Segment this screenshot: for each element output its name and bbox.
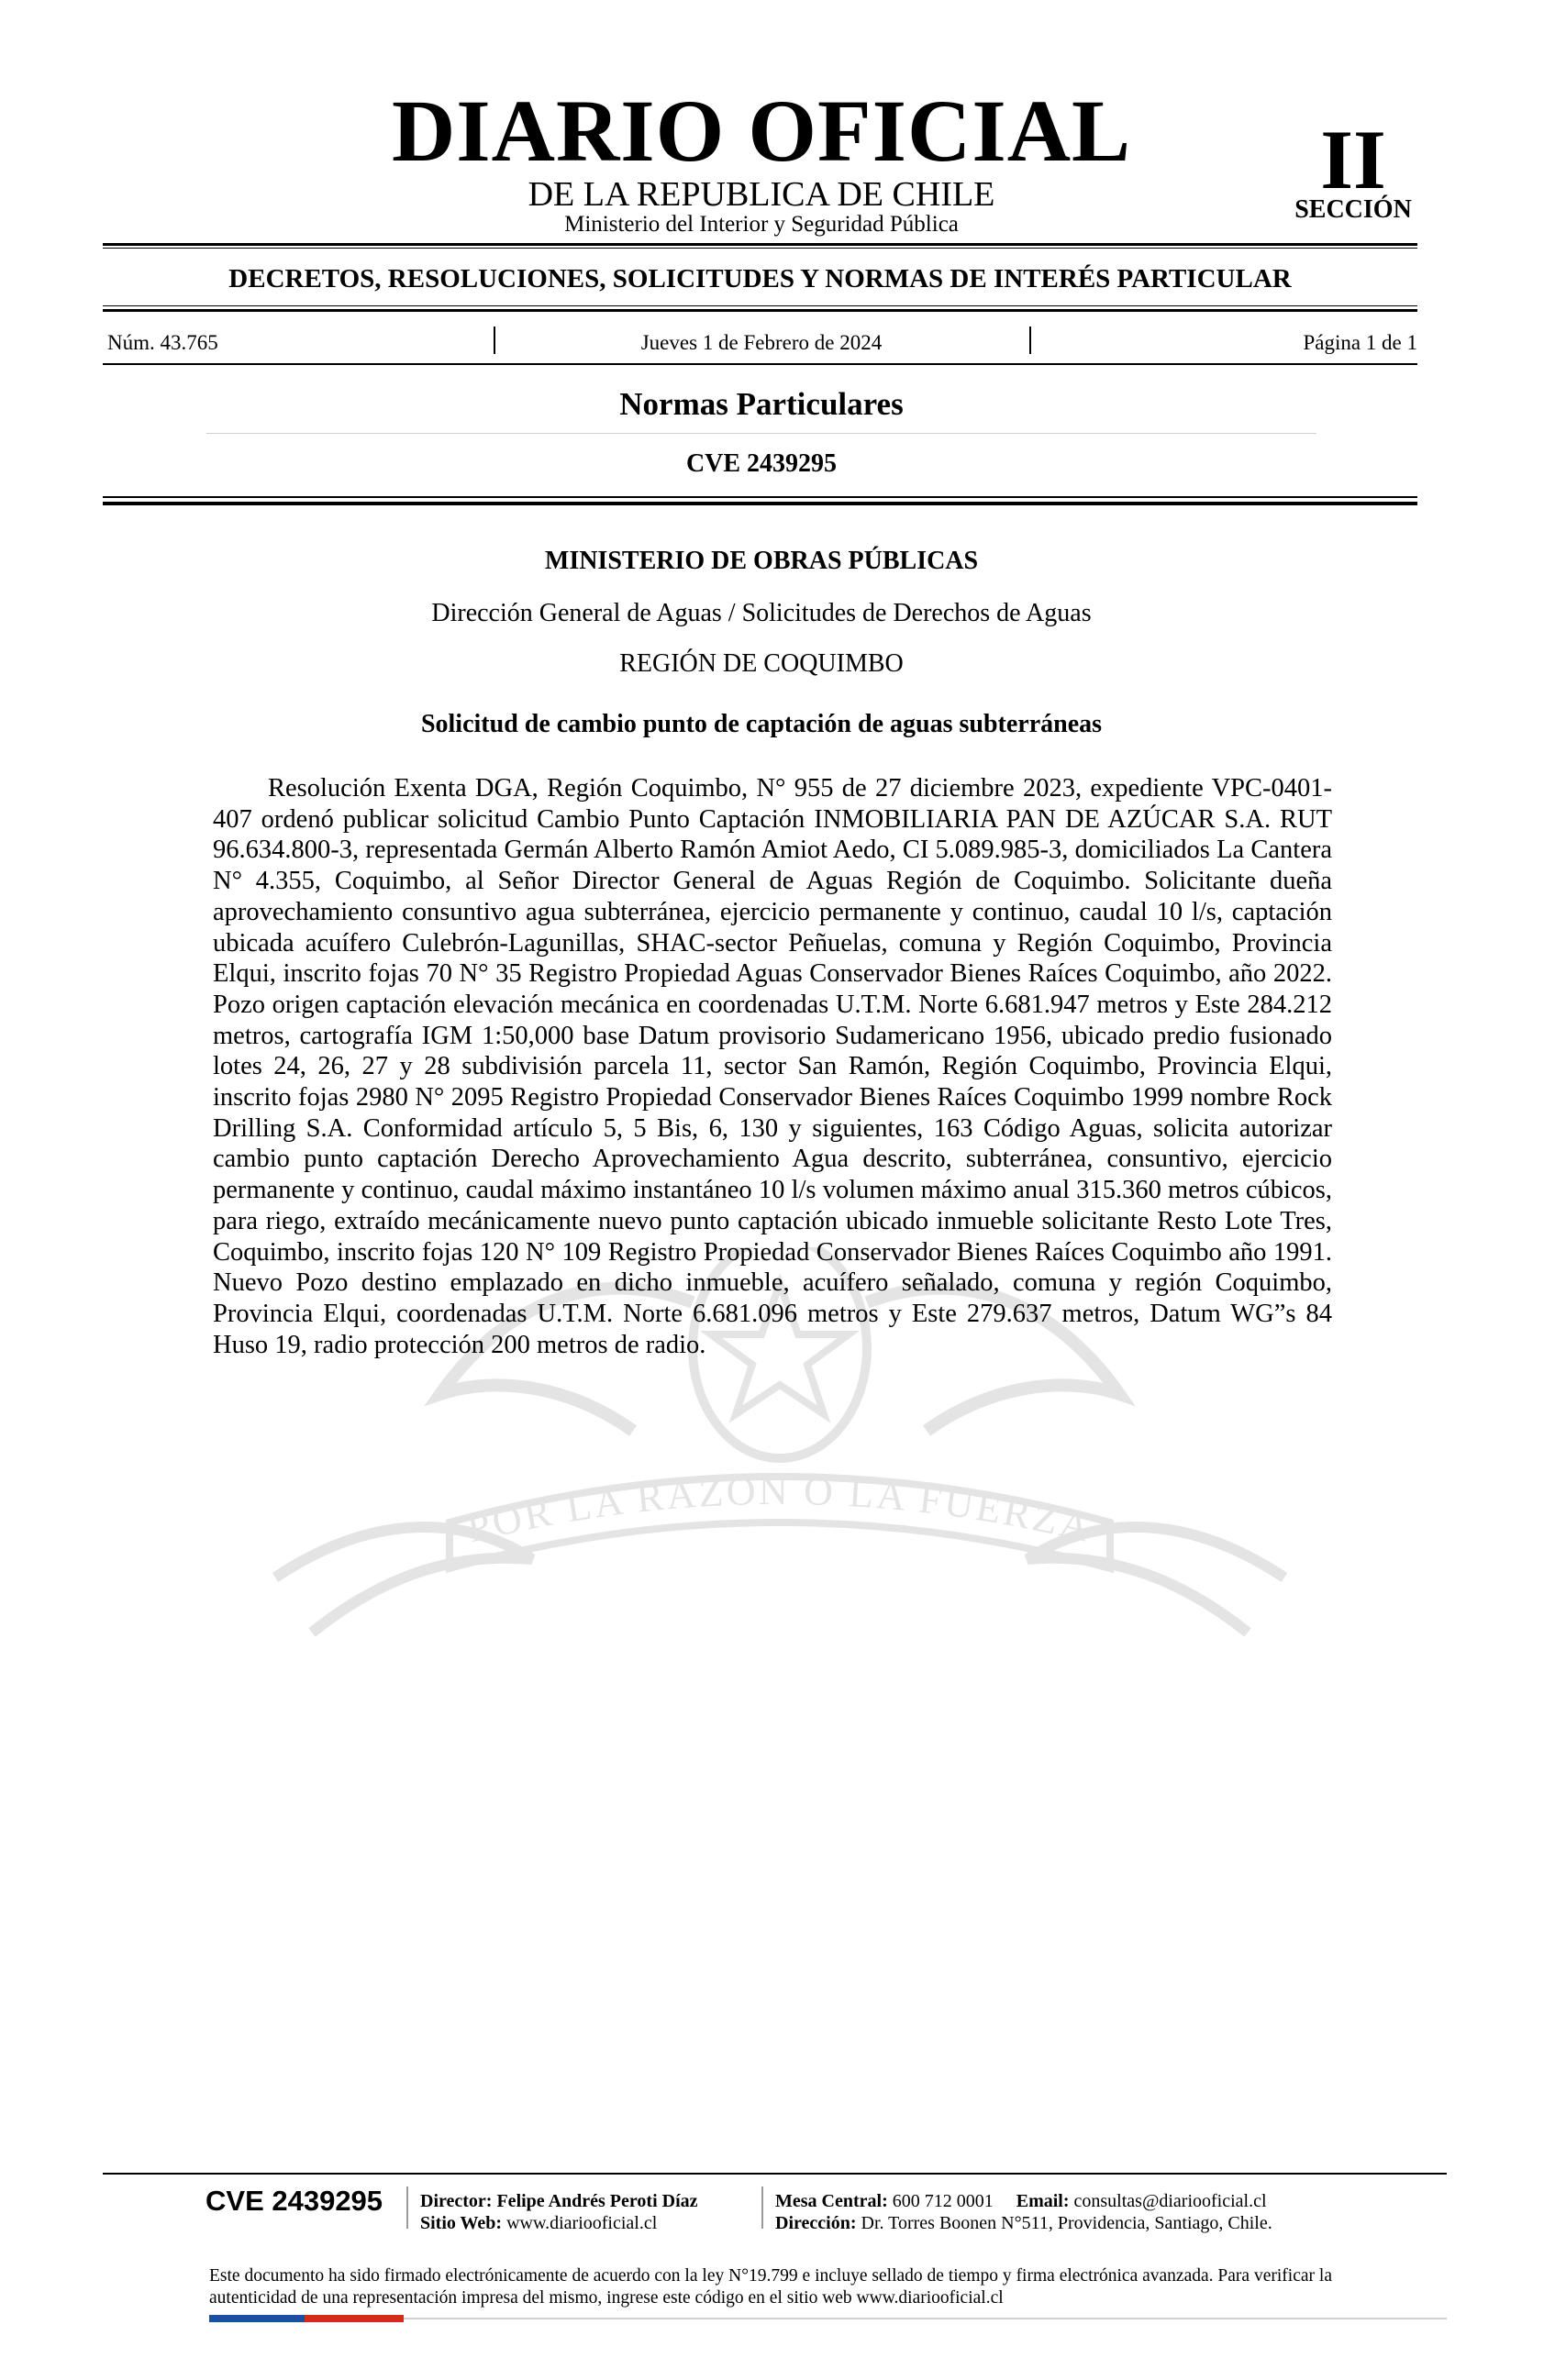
issue-page: Página 1 de 1 (1303, 331, 1417, 354)
cve-code: CVE 2439295 (685, 449, 838, 478)
watermark-motto: POR LA RAZON O LA FUERZA (462, 1467, 1097, 1552)
website-label: Sitio Web: (420, 2213, 503, 2233)
footer-separator (406, 2186, 408, 2229)
section-title: Normas Particulares (619, 386, 904, 422)
ministry-heading: MINISTERIO DE OBRAS PÚBLICAS (544, 547, 979, 575)
footer-separator (761, 2186, 763, 2229)
address-value: Dr. Torres Boonen N°511, Providencia, Santiago, Chile. (861, 2213, 1272, 2233)
section-label: SECCIÓN (1294, 195, 1412, 224)
issue-rule-bottom (103, 363, 1417, 365)
issue-separator (1029, 327, 1031, 354)
director-label: Director: (420, 2191, 493, 2211)
footer-address (775, 2212, 1272, 2234)
masthead-rule-thin (103, 248, 1417, 249)
masthead-title: DIARIO OFICIAL (391, 82, 1132, 180)
mesa-label: Mesa Central: (775, 2191, 888, 2211)
svg-text:POR LA RAZON O LA FUERZA (463, 1468, 1097, 1551)
website-link[interactable]: www.diariooficial.cl (506, 2213, 658, 2233)
issue-rule-top (103, 305, 1417, 306)
region-line: REGIÓN DE COQUIMBO (619, 649, 904, 678)
email-link[interactable]: consultas@diariooficial.cl (1073, 2191, 1267, 2211)
footer-legal-notice: Este documento ha sido firmado electrónicamente de acuerdo con la ley N°19.799 e incluye sellado de tiempo y firma electrónica avanzada. Para verificar la autenticidad de una representación impresa del mismo, ingrese este código en el sitio web www.diariooficial.cl (209, 2266, 1332, 2308)
flag-stripe-rule (404, 2318, 1447, 2319)
footer-cve-code: CVE 2439295 (205, 2185, 383, 2217)
direction-line: Dirección General de Aguas / Solicitudes de Derechos de Aguas (431, 599, 1092, 627)
header-rule (103, 496, 1417, 498)
footer-website (420, 2212, 657, 2234)
issue-number: Núm. 43.765 (107, 331, 218, 354)
footer-rule (103, 2173, 1447, 2175)
document-body: Resolución Exenta DGA, Región Coquimbo, N° 955 de 27 diciembre 2023, expediente VPC-0401-407 ordenó publicar solicitud Cambio Punto Captación INMOBILIARIA PAN DE AZÚCAR S.A. RUT 96.634.800-3, representada Germán Alberto Ramón Amiot Aedo, CI 5.089.985-3, domiciliados La Cantera N° 4.355, Coquimbo, al Señor Director General de Aguas Región de Coquimbo. Solicitante dueña aprovechamiento consuntivo agua subterránea, ejercicio permanente y continuo, caudal 10 l/s, captación ubicada acuífero Culebrón-Lagunillas, SHAC-sector Peñuelas, comuna y Región Coquimbo, Provincia Elqui, inscrito fojas 70 N° 35 Registro Propiedad Aguas Conservador Bienes Raíces Coquimbo, año 2022. Pozo origen captación elevación mecánica en coordenadas U.T.M. Norte 6.681.947 metros y Este 284.212 metros, cartografía IGM 1:50,000 base Datum provisorio Sudamericano 1956, ubicado predio fusionado lotes 24, 26, 27 y 28 subdivisión parcela 11, sector San Ramón, Región Coquimbo, Provincia Elqui, inscrito fojas 2980 N° 2095 Registro Propiedad Conservador Bienes Raíces Coquimbo 1999 nombre Rock Drilling S.A. Conformidad artículo 5, 5 Bis, 6, 130 y siguientes, 163 Código Aguas, solicita autorizar cambio punto captación Derecho Aprovechamiento Agua descrito, subterránea, consuntivo, ejercicio permanente y continuo, caudal máximo instantáneo 10 l/s volumen máximo anual 315.360 metros cúbicos, para riego, extraído mecánicamente nuevo punto captación ubicado inmueble solicitante Resto Lote Tres, Coquimbo, inscrito fojas 120 N° 109 Registro Propiedad Conservador Bienes Raíces Coquimbo año 1991. Nuevo Pozo destino emplazado en dicho inmueble, acuífero señalado, comuna y región Coquimbo, Provincia Elqui, coordenadas U.T.M. Norte 6.681.096 metros y Este 279.637 metros, Datum WG”s 84 Huso 19, radio protección 200 metros de radio. (213, 774, 1332, 1359)
category-heading: DECRETOS, RESOLUCIONES, SOLICITUDES Y NORMAS DE INTERÉS PARTICULAR (228, 264, 1292, 293)
footer-contact (775, 2190, 1267, 2212)
masthead-rule (103, 243, 1417, 246)
document-title: Solicitud de cambio punto de captación de aguas subterráneas (420, 710, 1103, 738)
flag-stripe-red (305, 2315, 404, 2322)
footer-director (420, 2190, 698, 2212)
masthead-ministry: Ministerio del Interior y Seguridad Pública (564, 212, 959, 237)
issue-date: Jueves 1 de Febrero de 2024 (640, 331, 883, 354)
mesa-phone: 600 712 0001 (892, 2191, 994, 2211)
section-numeral: II (1320, 113, 1386, 206)
email-label: Email: (1016, 2191, 1070, 2211)
masthead-subtitle: DE LA REPUBLICA DE CHILE (528, 175, 995, 214)
issue-rule-top-thick (103, 309, 1417, 312)
section-divider (206, 433, 1316, 434)
header-rule-thick (103, 502, 1417, 505)
address-label: Dirección: (775, 2213, 857, 2233)
director-name: Felipe Andrés Peroti Díaz (496, 2191, 698, 2211)
flag-stripe-blue (209, 2315, 305, 2322)
